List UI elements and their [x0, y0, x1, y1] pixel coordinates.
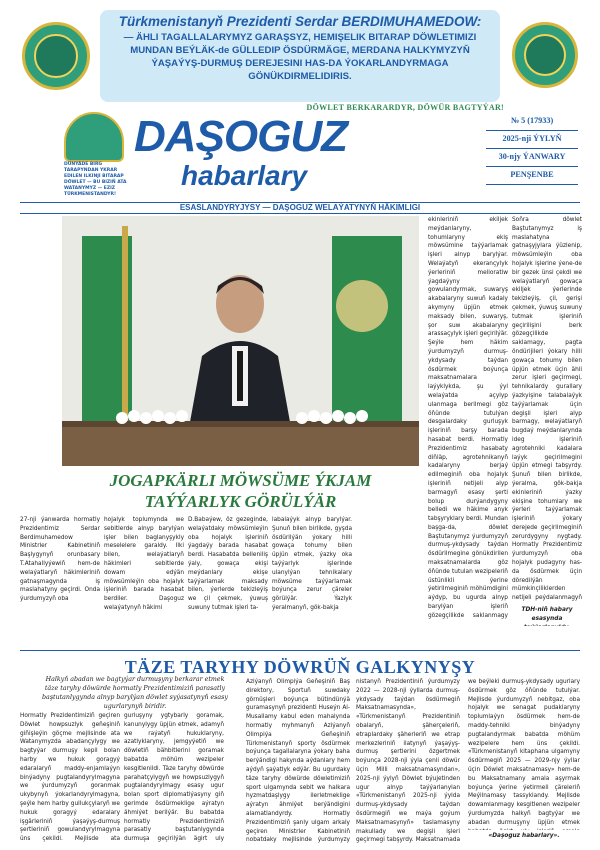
article2-headline: TÄZE TARYHY DÖWRÜŇ GALKYNYŞY: [20, 650, 580, 678]
state-emblem-right: [512, 22, 578, 88]
banner-line-1: — ÄHLI TAGALLALARYMYZ GARAŞSYZ, HEMIŞELIK BITARAP DÖWLETIMIZI: [123, 32, 477, 43]
article2-col1: Hormatly Prezidentimiziň geçiren Döwlet howpsuzlyk geňeşiniň giňişleýin göçme mejlisinde ata Watanymyzda abadançylygy we bagtyýar durmuşy kepil bolan harby we hukuk goragyý edaralaryň maddy-enjamlaýyn binýadyny pugtalandyrylmagyna we ýurdumyzyň goranmak ukybynyň ýokarlandyrylmagyna, şeýle hem harby gullukçylaryň we hukuk goragyý edaralary işgärleriniň ýaşaýyş-durmuş şertleriniň gowulandyrylmagyna üns çekildi. Mejlisde ata: [20, 713, 120, 843]
article1-col2: hojalyk toplumynda we sebitlerde alnyp barylýan işler bilen baglanyşykly meselelere garaldy. Ilki bilen, welaýatlaryň häkimleri sebitlerde dowam edýän möwsümleýin oba hojalyk işleriniň barada hasabat berdiler. Daşoguz welaýatynyň häkimi: [104, 517, 184, 611]
article1-col5: ekinleriniň ekiljek meýdanlaryny, tohumlaryny ekiş möwsümine taýýarlamak işleri alnyp barylýar. Welaýatyň ekerançylyk ýerleriniň melioratiw ýagdaýyny gowulandyrmak, suwaryş akabalaryny suwuň kadaly akymyny üpjün etmek maksady bilen, suwaryş, şor suw akabalaryny arassaçylyk işleri geçirilýär. Şeýle hem häkim ýurdumyzyň durmuş-ykdysady taýdan ösdürmek boýunça maksatnamalara laýyklykda, şu ýyl welaýatda açylyp ulanmaga berilmegi göz öňünde tutulýan desgalardaky gurluşyk işleriniň barşy barada hasabat berdi. Hormatly Prezidentimiz hasabaty diňläp, agrotehnikanyň kadalaryny berjaý edilmeginiň oba hojalyk işleriniň netijeli alyp barmagyň esasy şerti bolup durýandygyny belledi we häkime anyk tabşyryklary berdi. Mundan başga-da, döwlet Baştutanymyz ýurdumyzyň durmuş-ykdysady taýdan ösdürilmegine gönükdirilen maksatnamalarda göz öňünde tutulan wezipeleriň üstünlikli ýerine ýetirilmeginiň möhümdigini aýdyp, bu ugurda alnyp barylýan işleriň gözegçilikde saklanmagy: [428, 217, 508, 619]
article1-col3: D.Babaýew, öz gezeginde, welaýatdaky möwsümleýin oba hojalyk işleriniň ýagdaýy barada hasabat berdi. Hasabatda belleniliş ýaly, gowaça ekişi meýdanlary ekişe taýýarlamak maksady bilen, ýerlerde tekizleýiş we çil çekmek, ýuwuş suwuny tutmak işleri ta-: [188, 517, 268, 611]
issue-weekday: PENŞENBE: [486, 167, 578, 185]
founder-line: ESASLANDYRYJYSY — DAŞOGUZ WELAÝATYNYŇ HÄKIMLIGI: [20, 202, 580, 214]
issue-date: 30-njy ÝANWARY: [486, 149, 578, 167]
state-emblem-left: [22, 22, 90, 90]
article2-lead: Halkyň abadan we bagtyýar durmuşyny berkarar etmek täze taryhy döwürde hormatly Prezidentimiziň parasatly baştutanlygynda alnyp barylýan döwlet syýasatynyň esasy ugurlarynyň biridir.: [42, 676, 228, 710]
issue-number: № 5 (17933): [486, 113, 578, 131]
article2-signature: «Daşoguz habarlary».: [488, 833, 560, 839]
president-photo: [62, 216, 419, 466]
article1-headline-line2: TAÝÝARLYK GÖRÜLÝÄR: [144, 492, 337, 511]
issue-infobox: [486, 113, 578, 185]
issue-year: 2025-nji ÝYLYŇ: [486, 131, 578, 149]
article2-col5: we beýleki durmuş-ykdysady ugurlary ösdürmek göz öňünde tutulýar. Mejlisde ýurdumyzyň nebitgaz, oba hojalyk we senagat pudaklaryny toplumlaýyn ösdürmek hem-de maddy-tehniki binýadyny pugtalandyrmak babatda möhüm wezipelere hem üns çekildi. «Türkmenistanyň kitaphana ulgamyny ösdürmegiň 2025 — 2029-njy ýyllar üçin Döwlet maksatnamasy» hem-de bu Maksatnamany amala aşyrmak boýunça ýerine ýetirmeli çäreleriň Meýilnamasy tassyklandy. Mejlisde dowamlanmagy kesgitlenen wezipeler ýurdumyzda halkyň bagtyýar we abadan durmuşyny üpjün etmek: [468, 679, 580, 826]
banner-line-2: MUNDAN BEÝLÄK-de GÜLLEDIP ÖSDÜRMÄGE, MERDANA HALKYMYZYŇ: [130, 45, 470, 56]
slogan: DÜNÝÄDE BIRG TARAPYNDAN YKRAR EDILEN ILKINJI BITARAP DÖWLET — BU BIZIŇ ATA WATANYMYZ — EZIZ TÜRKMENISTANDYR!: [64, 162, 127, 197]
president-quote-banner: [100, 10, 500, 102]
article1-headline-line1: JOGAPKÄRLI MÖWSÜME ÝKJAM: [109, 471, 372, 490]
article1-col1: 27-nji ýanwarda hormatly Prezidentimiz Serdar Berdimuhamedow Ministrler Kabinetiniň Başlygynyň orunbasary T.Atahallyýewiň hem-de welaýatlaryň häkimleriniň gatnaşmagynda iş maslahatyny geçirdi. Onda ýurdumyzyň oba: [20, 517, 100, 603]
article1-col6: Soňra döwlet Baştutanymyz iş maslahatyna gatnaşyjylara ýüzlenip, möwsümleýin oba hojalyk işlerine ýene-de bir gezek ünsi çekdi we welaýatlaryň gowaça ekiljek ýerlerinde tekizleýiş, çil, gerişi çekmek, ýuwuş suwuny tutmak işleriniň geçirilişini berk gözegçilikde saklamagy, pagta öndürijileri ýokary hilli gowaça tohumy bilen üpjün etmek üçin ähli zerur işleri geçirmegi, tehnikalardy gurallary ýazkyişine talabalaýyk taýýarlamak üçin degişli işleri alyp barmagy, welaýatlaryň bugdaý meýdanlaryndа ideg işleriniň agrotehniki kadalara laýyk geçirilmegini üpjün etmegi tabşyrdy. Şunuň bilen birlikde, ýeralma, gök-bakja ekinleriniň ýazky ekişine tohumlary we ýerleri taýýarlamak işleriniň ýokary derejede geçirilmeginiň zerurdygyny nygtady. Hormatly Prezidentimiz ýurdumyzyň oba hojalyk pudagyny has-da ösdürmek üçin döredilýän mümkinçiliklerden netijeli peýdalanmagyň: [512, 217, 582, 602]
photo-illustration: [62, 216, 419, 466]
article1-headline: [62, 470, 419, 512]
article1-col4: labalaýyk alnyp barylýar. Şunuň bilen birlikde, gyşda ösdürilýän ýokary hilli gowaça tohumy bilen üpjün etmek, ýazky oka taýýarlyk işlerinde ulanylýan tehnikalary möwsüme taýýarlamak boýunça zerur çäreler görülýär. Ýazlyk ýeralmanyň, gök-bakja: [272, 517, 352, 611]
newspaper-title: DAŞOGUZ: [134, 112, 347, 161]
banner-title: Türkmenistanyň Prezidenti Serdar BERDIMUHAMEDOW:: [118, 14, 482, 29]
article2-col2: gurluşyny ygtybarly goramak, kanunylygy üpjün etmek, adamyň we raýatyň hukuklaryny, azatlyklaryny, jemgyýetiň we döwletiň bähbitlerini goramak babatda möhüm wezipeler kesgitlenildi. Täze taryhy döwürde parahatçylygyň we howpsuzlygyň pugtalandyrylmagy esasy ugur bolan sport diplomatiýasyny giň gerimde ösdürmeklige aýratyn ähmiýet berilýär. Bu babatda hormatly Prezidentimiziň parasatly baştutanlygynda durmuşa geçirilýän ägirt uly: [124, 713, 224, 843]
banner-line-3: ÝAŞAÝYŞ-DURMUŞ DEREJESINI HAS-DA ÝOKARLANDYRMAGA GÖNÜKDIRMELIDIRIS.: [151, 58, 449, 82]
newspaper-subtitle: habarlary: [181, 160, 308, 191]
article1-signature: TDH-niň habary esasynda: [521, 607, 573, 622]
article2-col3: Aziýanyň Olimpiýa Geňeşiniň Baş direktory, Sportuň suwdaky görnüşleri boýunça bütindünýä guramasynyň prezidenti Huseýn Al-Musallamy kabul eden mahalynda hormatly myhmanyň Aziýanyň Olimpiýa Geňeşiniň Türkmenistanyň sporty ösdürmek boýunça tagallalaryna ýokary baha berýändigi hakynda aýdanlary hem aýdyň şaýatlyk edýär. Bu ugurdaky täze taryhy döwürde döwletimiziň sport ulgamynda sebit we halkara hyzmatdaşlygy ilerletmeklige aýratyn ähmiýet berýändigini alamatlandyrdy. Hormatly Prezidentimiziň şanly ulgam arkaly geçiren Ministrler Kabinetiniň nobatdaky mejlisinde ýurdumyzy: [246, 679, 350, 844]
article2-col4: nistanyň Prezidentiniň ýurdumyzy 2022 — 2028-nji ýyllarda durmuş-ykdysady taýdan ösdürmegiň Maksatnamasynda», «Türkmenistanyň Prezidentiniň obalaryň, şäherçeleriň, etraplardaky şäherleriň we etrap merkezleriniň ilatynyň ýaşaýyş-durmuş şertlerini özgertmek boýunça 2028-nji ýyla çenli döwür üçin Milli maksatnamasyndan», 2025-nji ýylyň Döwlet býujetinden ugur alnyp taýýarlanylan «Türkmenistanyň 2025-nji ýylda durmuş-ykdysady taýdan ösdürmegiň we maýa goýum Maksatnamasynyň» taslamasyny makullady we degişli işleri geçirmegi tabşyrdy. Maksatnamada: [356, 679, 460, 844]
motto: DÖWLET BERKARARDYR, DÖWÜR BAGTYÝAR!: [306, 103, 504, 112]
